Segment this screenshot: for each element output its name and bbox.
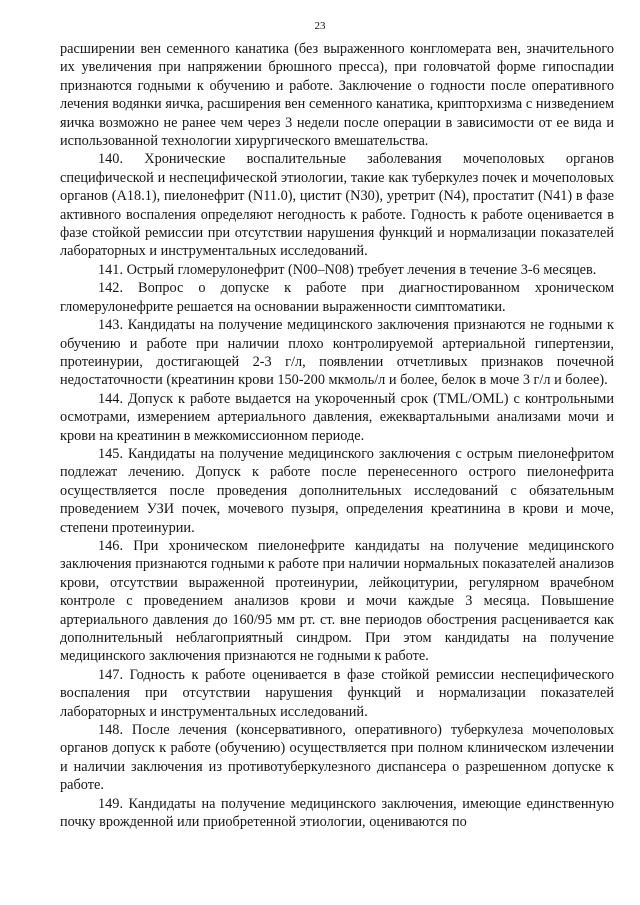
paragraph-140: 140. Хронические воспалительные заболевания мочеполовых органов специфической и неспецифической этиологии, такие как туберкулез почек и мочеполовых органов (А18.1), пиелонефрит (N11.0), цистит (N30), уретрит (N4), простатит (N41) в фазе активного воспаления определяют негодность к работе. Годность к работе оценивается в фазе стойкой ремиссии при отсутствии нарушения функций и нормализации показателей лабораторных и инструментальных исследований. (60, 151, 614, 260)
paragraph-146: 146. При хроническом пиелонефрите кандидаты на получение медицинского заключения признаются годными к работе при наличии нормальных показателей анализов крови, отсутствии выраженной протеинурии, лейкоцитурии, регулярном врачебном контроле с проведением анализов крови и мочи каждые 3 месяца. Повышение артериального давления до 160/95 мм рт. ст. вне периодов обострения расценивается как дополнительный неблагоприятный синдром. При этом кандидаты на получение медицинского заключения признаются не годными к работе. (60, 537, 614, 665)
paragraph-148: 148. После лечения (консервативного, оперативного) туберкулеза мочеполовых органов допуск к работе (обучению) осуществляется при полном клиническом излечении и наличии заключения из противотуберкулезного диспансера о разрешенном допуске к работе. (60, 722, 614, 794)
paragraph-147: 147. Годность к работе оценивается в фазе стойкой ремиссии неспецифического воспаления при отсутствии нарушения функций и нормализации показателей лабораторных и инструментальных исследований. (60, 666, 614, 720)
paragraph-145: 145. Кандидаты на получение медицинского заключения с острым пиелонефритом подлежат лечению. Допуск к работе после перенесенного острого пиелонефрита осуществляется после проведения дополнительных исследований с обязательным проведением УЗИ почек, мочевого пузыря, определения креатинина в крови и моче, степени протеинурии. (60, 445, 614, 536)
paragraph-141: 141. Острый гломерулонефрит (N00–N08) требует лечения в течение 3-6 месяцев. (98, 261, 597, 278)
page-number: 23 (314, 20, 326, 32)
paragraph-continuation: расширении вен семенного канатика (без выраженного конгломерата вен, значительного их увеличения при напряжении брюшного пресса), при головчатой форме гипоспадии признаются годными к обучению и работе. Заключение о годности после оперативного лечения водянки яичка, расширения вен семенного канатика, крипторхизма с низведением яичка возможно не ранее чем через 3 недели после операции в зависимости от ее вида и использованной технологии хирургического вмешательства. (60, 41, 614, 150)
paragraph-142: 142. Вопрос о допуске к работе при диагностированном хроническом гломерулонефрите решается на основании выраженности симптоматики. (60, 280, 614, 315)
paragraph-144: 144. Допуск к работе выдается на укороченный срок (TML/OML) с контрольными осмотрами, измерением артериального давления, ежеквартальными анализами мочи и крови на креатинин в межкомиссионном периоде. (60, 390, 614, 444)
paragraph-143: 143. Кандидаты на получение медицинского заключения признаются не годными к обучению и работе при наличии плохо контролируемой артериальной гипертензии, протеинурии, достигающей 2-3 г/л, появлении отчетливых признаков почечной недостаточности (креатинин крови 150-200 мкмоль/л и более, белок в моче 3 г/л и более). (60, 317, 614, 389)
paragraph-149: 149. Кандидаты на получение медицинского заключения, имеющие единственную почку врожденной или приобретенной этиологии, оцениваются по (60, 795, 614, 831)
